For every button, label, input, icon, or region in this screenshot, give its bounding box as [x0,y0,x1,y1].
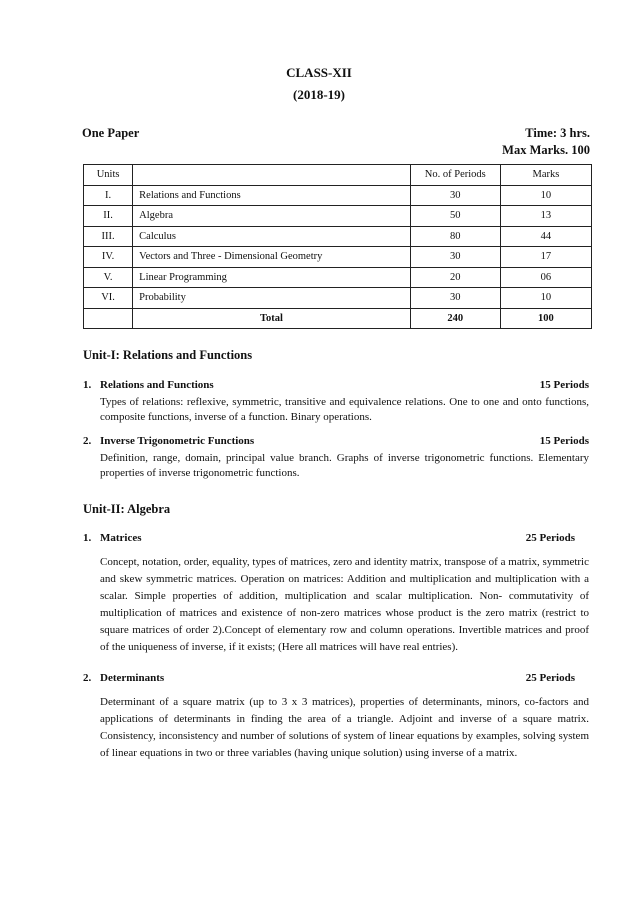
header-marks: Marks [500,165,591,186]
unit-periods: 30 [410,185,500,206]
unit-number: I. [84,185,133,206]
unit-marks: 10 [500,288,591,309]
unit-number: II. [84,206,133,227]
table-row [84,267,592,288]
unit2-topic-determinants [83,672,589,762]
unit-marks: 13 [500,206,591,227]
unit-periods: 80 [410,226,500,247]
unit-periods: 20 [410,267,500,288]
total-label: Total [133,308,411,329]
table-row [84,247,592,268]
topic-description: Determinant of a square matrix (up to 3 x 3 matrices), properties of determinants, minors, co-factors and applications of determinants in finding the area of a triangle. Adjoint and inverse of a square matrix. Consistency, inconsistency and number of solutions of system of linear equations by examples, solving system of linear equations in two or three variables (having unique solution) using inverse of a matrix. [100,696,589,759]
table-total-row [84,308,592,329]
topic-description: Definition, range, domain, principal value branch. Graphs of inverse trigonometric functions. Elementary properties of inverse trigonometric functions. [100,452,589,479]
table-row [84,226,592,247]
table-row [84,288,592,309]
unit-number: III. [84,226,133,247]
topic-heading [83,672,589,688]
unit-periods: 50 [410,206,500,227]
table-row [84,206,592,227]
topic-number: 1. [83,379,92,391]
unit-marks: 17 [500,247,591,268]
unit1-topic-relations [83,379,589,425]
unit-name: Relations and Functions [133,185,411,206]
unit-name: Calculus [133,226,411,247]
time-label: Time: 3 hrs. [525,126,590,140]
total-periods: 240 [410,308,500,329]
table-header-row [84,165,592,186]
topic-heading [83,379,589,395]
class-title: CLASS-XII [286,65,352,80]
unit-name: Probability [133,288,411,309]
table-row [84,185,592,206]
topic-periods: 15 Periods [539,435,589,447]
max-marks-label: Max Marks. 100 [502,143,590,157]
header-units: Units [84,165,133,186]
paper-meta-row [82,126,590,141]
unit-number: IV. [84,247,133,268]
topic-description: Types of relations: reflexive, symmetric, transitive and equivalence relations. One to one and onto functions, composite functions, inverse of a function. Binary operations. [100,396,589,423]
topic-number: 2. [83,435,92,447]
unit-name: Linear Programming [133,267,411,288]
session-year: (2018-19) [293,87,345,102]
total-marks: 100 [500,308,591,329]
topic-number: 2. [83,672,92,684]
units-table [83,164,592,329]
unit-number: VI. [84,288,133,309]
topic-periods: 25 Periods [525,532,575,544]
paper-label: One Paper [82,126,140,140]
topic-description: Concept, notation, order, equality, types of matrices, zero and identity matrix, transpose of a matrix, symmetric and skew symmetric matrices. Operation on matrices: Addition and multiplication and multiplication with a scalar. Simple properties of addition, multiplication and scalar multiplication. Non- commutativity of multiplication of matrices and existence of non-zero matrices whose product is the zero matrix (restrict to square matrices of order 2).Concept of elementary row and column operations. Invertible matrices and proof of the uniqueness of inverse, if it exists; (Here all matrices will have real entries). [100,556,589,653]
topic-number: 1. [83,532,92,544]
unit-periods: 30 [410,247,500,268]
header-periods: No. of Periods [410,165,500,186]
title-block [0,62,638,106]
unit-marks: 06 [500,267,591,288]
unit-number: V. [84,267,133,288]
unit1-heading: Unit-I: Relations and Functions [83,348,253,362]
unit-name: Algebra [133,206,411,227]
topic-periods: 15 Periods [539,379,589,391]
unit-marks: 44 [500,226,591,247]
unit2-heading: Unit-II: Algebra [83,502,171,516]
unit-marks: 10 [500,185,591,206]
topic-periods: 25 Periods [525,672,575,684]
header-name [133,165,411,186]
unit-name: Vectors and Three - Dimensional Geometry [133,247,411,268]
unit2-topic-matrices [83,532,589,656]
topic-heading [83,532,589,548]
unit-periods: 30 [410,288,500,309]
unit1-topic-inverse-trig [83,435,589,481]
total-empty-cell [84,308,133,329]
topic-title: Determinants [100,672,165,684]
topic-title: Matrices [100,532,142,544]
topic-title: Relations and Functions [100,379,214,391]
topic-title: Inverse Trigonometric Functions [100,435,255,447]
topic-heading [83,435,589,451]
